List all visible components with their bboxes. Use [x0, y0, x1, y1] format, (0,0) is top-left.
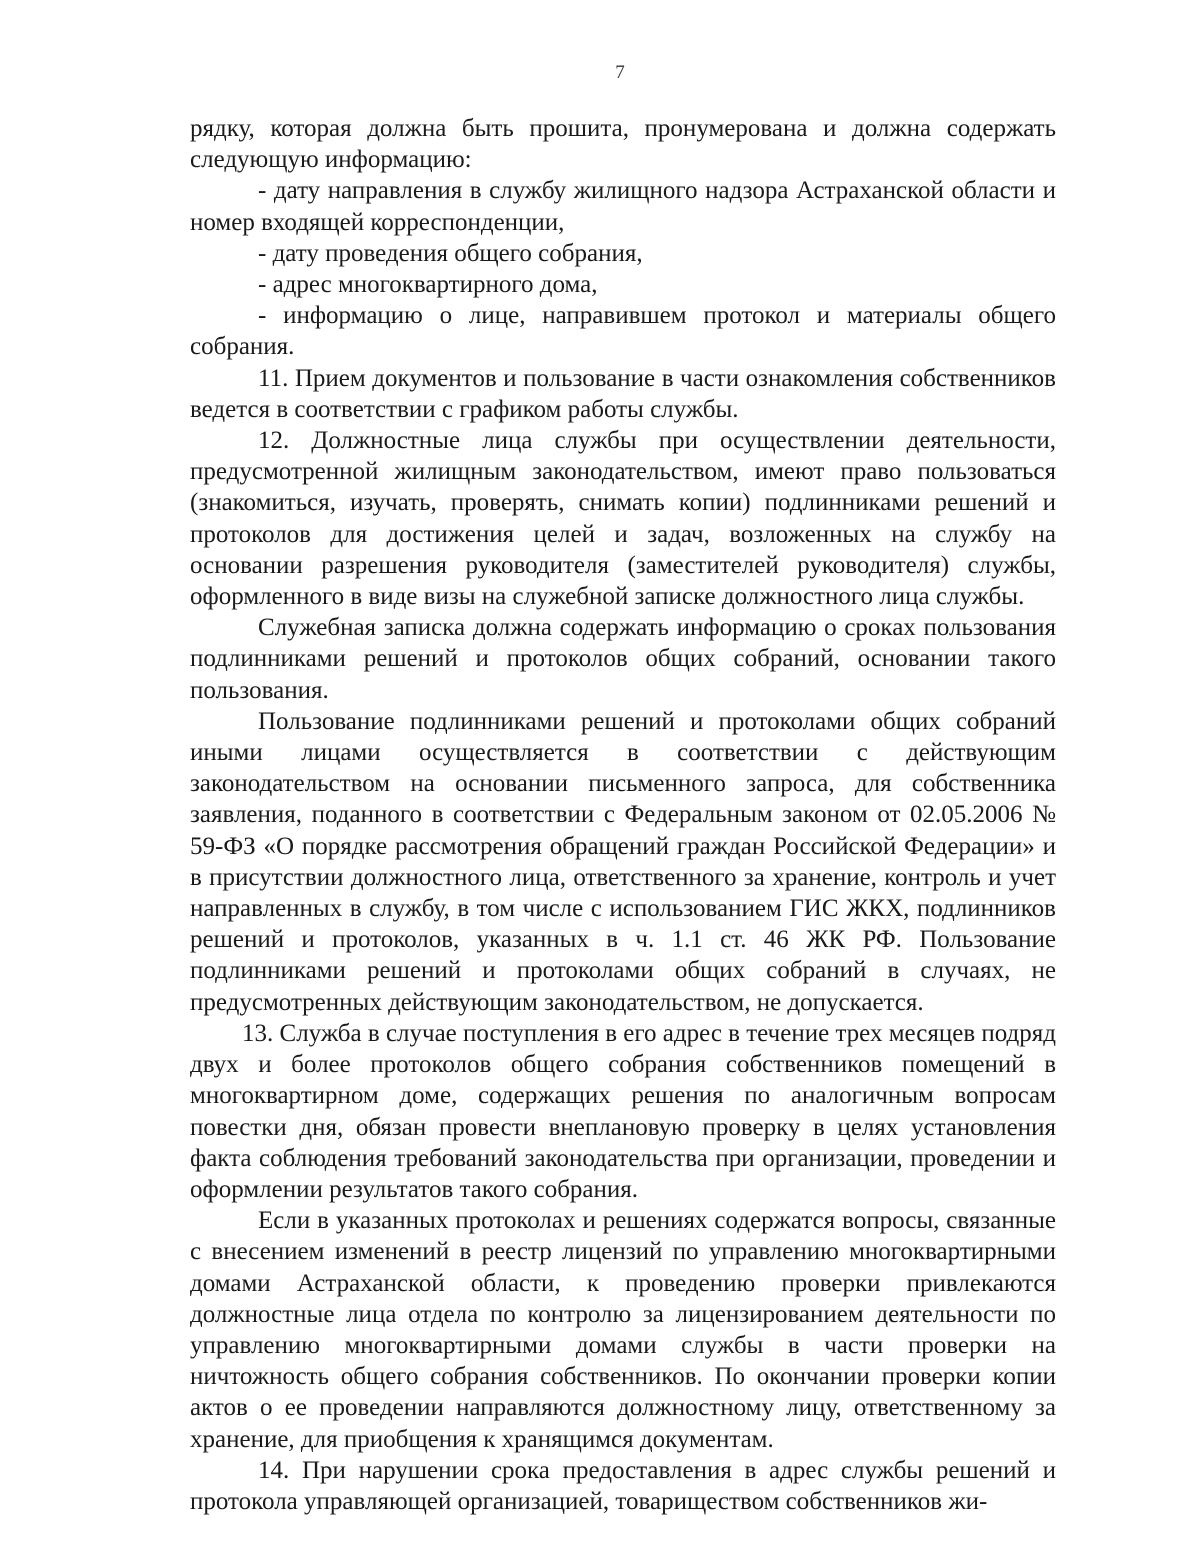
page-number: 7: [615, 62, 625, 83]
paragraph-11: 11. Прием документов и пользование в части ознакомления собственников ведется в соответствии с графиком работы службы.: [190, 364, 1056, 423]
paragraph-license-registry: Если в указанных протоколах и решениях содержатся вопросы, связанные с внесением изменений в реестр лицензий по управлению многоквартирными домами Астраханской области, к проведению проверки привлекаются должностные лица отдела по контролю за лицензированием деятельности по управлению многоквартирными домами службы в части проверки на ничтожность общего собрания собственников. По окончании проверки копии актов о ее проведении направляются должностному лицу, ответственному за хранение, для приобщения к хранящимся документам.: [190, 1207, 1056, 1453]
paragraph-use-of-originals: Пользование подлинниками решений и протоколами общих собраний иными лицами осуществляется в соответствии с действующим законодательством на основании письменного запроса, для собственника заявления, поданного в соответствии с Федеральным законом от 02.05.2006 № 59-ФЗ «О порядке рассмотрения обращений граждан Российской Федерации» и в присутствии должностного лица, ответственного за хранение, контроль и учет направленных в службу, в том числе с использованием ГИС ЖКХ, подлинников решений и протоколов, указанных в ч. 1.1 ст. 46 ЖК РФ. Пользование подлинниками решений и протоколами общих собраний в случаях, не предусмотренных действующим законодательством, не допускается.: [190, 707, 1056, 1016]
paragraph-13: 13. Служба в случае поступления в его адрес в течение трех месяцев подряд двух и более протоколов общего собрания собственников помещений в многоквартирном доме, содержащих решения по аналогичным вопросам повестки дня, обязан провести внеплановую проверку в целях установления факта соблюдения требований законодательства при организации, проведении и оформлении результатов такого собрания.: [190, 1019, 1056, 1203]
paragraph-continuation: рядку, которая должна быть прошита, пронумерована и должна содержать следующую информацию:: [190, 115, 1056, 174]
list-item-meeting-date: - дату проведения общего собрания,: [258, 239, 643, 267]
paragraph-service-note: Служебная записка должна содержать информацию о сроках пользования подлинниками решений и протоколов общих собраний, основании такого пользования.: [190, 614, 1056, 704]
paragraph-14: 14. При нарушении срока предоставления в адрес службы решений и протокола управляющей организацией, товариществом собственников жи-: [190, 1456, 1056, 1515]
paragraph-12: 12. Должностные лица службы при осуществлении деятельности, предусмотренной жилищным законодательством, имеют право пользоваться (знакомиться, изучать, проверять, снимать копии) подлинниками решений и протоколов для достижения целей и задач, возложенных на службу на основании разрешения руководителя (заместителей руководителя) службы, оформленного в виде визы на служебной записке должностного лица службы.: [190, 427, 1056, 611]
list-item-sender-info: - информацию о лице, направившем протокол и материалы общего собрания.: [190, 302, 1056, 361]
list-item-date-of-submission: - дату направления в службу жилищного надзора Астраханской области и номер входящей корреспонденции,: [190, 177, 1056, 236]
list-item-building-address: - адрес многоквартирного дома,: [258, 271, 598, 299]
document-body: [190, 113, 1056, 1517]
